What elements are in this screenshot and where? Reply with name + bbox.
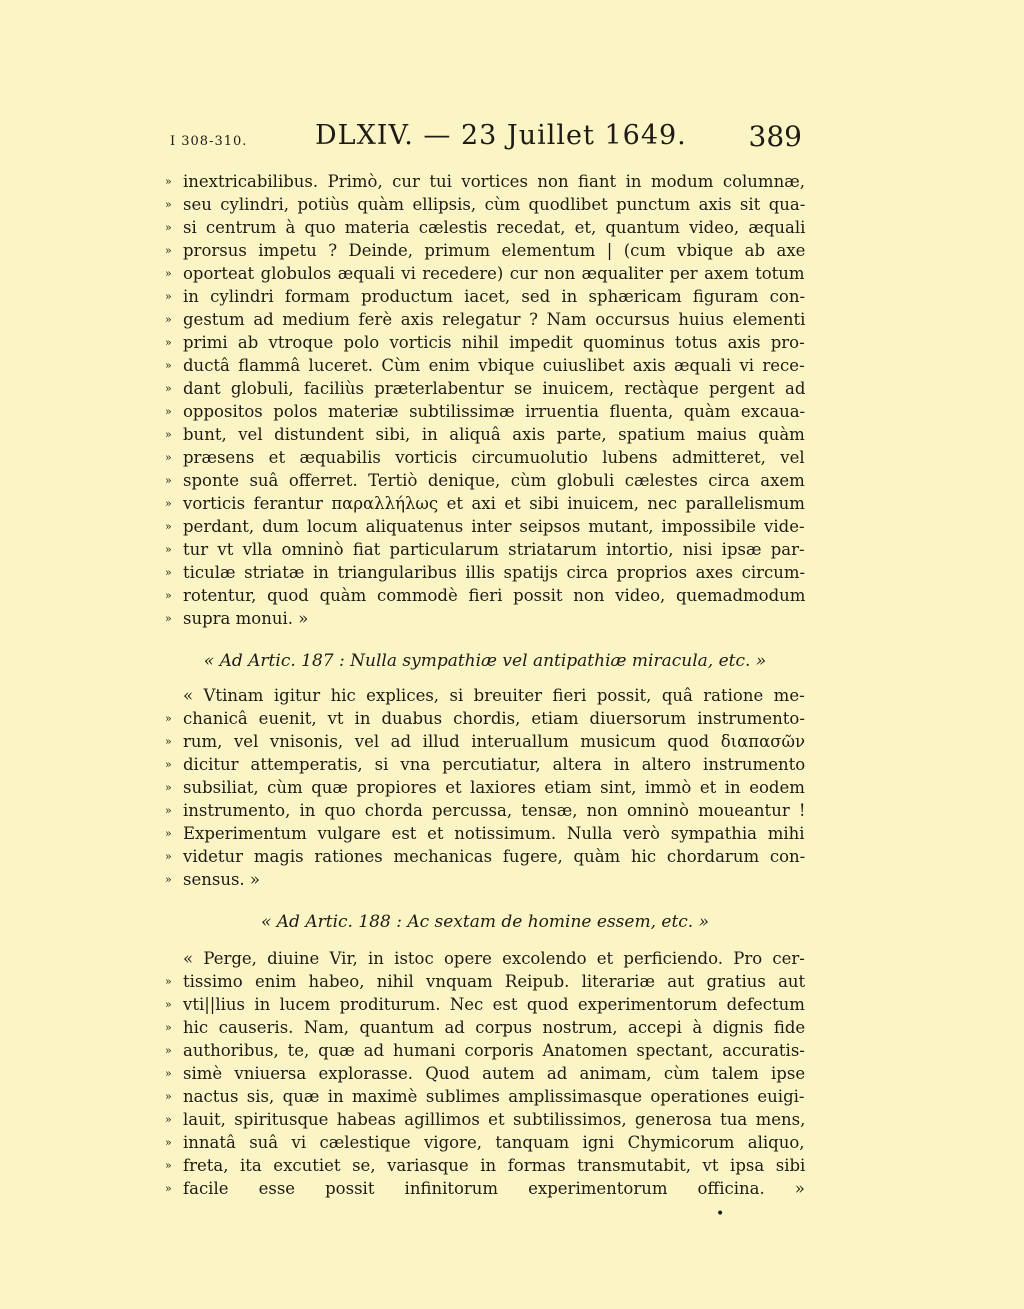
line-text: primi ab vtroque polo vorticis nihil impedit quominus totus axis pro- <box>183 333 805 352</box>
text-line <box>165 684 805 707</box>
line-text: « Perge, diuine Vir, in istoc opere excolendo et perficiendo. Pro cer- <box>183 949 805 968</box>
section-heading-artic-187: « Ad Artic. 187 : Nulla sympathiæ vel antipathiæ miracula, etc. » <box>203 651 767 671</box>
quote-mark: » <box>165 781 172 794</box>
line-text: rotentur, quod quàm commodè fieri possit non video, quemadmodum <box>183 586 805 605</box>
text-line <box>165 239 805 262</box>
quote-mark: » <box>165 873 172 886</box>
text-line <box>165 377 805 400</box>
text-line <box>165 1131 805 1154</box>
quote-mark: » <box>165 975 172 988</box>
text-line <box>165 1039 805 1062</box>
quote-mark: » <box>165 1090 172 1103</box>
line-text: hic causeris. Nam, quantum ad corpus nostrum, accepi à dignis fide <box>183 1018 805 1037</box>
quote-mark: » <box>165 1159 172 1172</box>
quote-mark: » <box>165 543 172 556</box>
line-text: dant globuli, faciliùs præterlabentur se inuicem, rectàque pergent ad <box>183 379 805 398</box>
quote-mark: » <box>165 804 172 817</box>
quote-mark: » <box>165 566 172 579</box>
text-line <box>165 1154 805 1177</box>
line-text: ticulæ striatæ in triangularibus illis spatijs circa proprios axes circum- <box>183 563 805 582</box>
line-text: tur vt vlla omninò fiat particularum striatarum intortio, nisi ipsæ par- <box>183 540 805 559</box>
line-text: bunt, vel distundent sibi, in aliquâ axis parte, spatium maius quàm <box>183 425 805 444</box>
line-text: inextricabilibus. Primò, cur tui vortices non fiant in modum columnæ, <box>183 172 805 191</box>
text-line <box>165 753 805 776</box>
text-line <box>165 515 805 538</box>
text-line <box>165 469 805 492</box>
quote-mark: » <box>165 313 172 326</box>
text-line <box>165 1016 805 1039</box>
quote-mark: » <box>165 1044 172 1057</box>
line-text: vorticis ferantur παραλλήλως et axi et sibi inuicem, nec parallelismum <box>183 494 805 513</box>
text-line <box>165 193 805 216</box>
quote-mark: » <box>165 244 172 257</box>
line-text: innatâ suâ vi cælestique vigore, tanquam igni Chymicorum aliquo, <box>183 1133 805 1152</box>
quote-mark: » <box>165 735 172 748</box>
quote-mark: » <box>165 1136 172 1149</box>
line-text: seu cylindri, potiùs quàm ellipsis, cùm quodlibet punctum axis sit qua- <box>183 195 805 214</box>
text-line <box>165 584 805 607</box>
text-line <box>165 285 805 308</box>
letter-title: DLXIV. — 23 Juillet 1649. <box>315 120 687 151</box>
line-text: lauit, spiritusque habeas agillimos et subtilissimos, generosa tua mens, <box>183 1110 805 1129</box>
quote-mark: » <box>165 998 172 1011</box>
ink-dot-mark: • <box>716 1206 725 1222</box>
quote-mark: » <box>165 827 172 840</box>
quote-mark: » <box>165 221 172 234</box>
text-block-1 <box>165 170 805 630</box>
line-text: oporteat globulos æquali vi recedere) cur non æqualiter per axem totum <box>183 264 805 283</box>
quote-mark: » <box>165 497 172 510</box>
text-line <box>165 446 805 469</box>
text-line <box>165 308 805 331</box>
page-number: 389 <box>748 120 802 153</box>
line-text: tissimo enim habeo, nihil vnquam Reipub. literariæ aut gratius aut <box>183 972 805 991</box>
section-heading-artic-188: « Ad Artic. 188 : Ac sextam de homine essem, etc. » <box>260 912 710 932</box>
text-line <box>165 845 805 868</box>
line-text: rum, vel vnisonis, vel ad illud interuallum musicum quod διαπασῶν <box>183 732 805 751</box>
text-line <box>165 1108 805 1131</box>
text-line <box>165 1177 805 1200</box>
quote-mark: » <box>165 1067 172 1080</box>
quote-mark: » <box>165 1182 172 1195</box>
text-line <box>165 607 805 630</box>
text-line <box>165 170 805 193</box>
line-text: prorsus impetu ? Deinde, primum elementum | (cum vbique ab axe <box>183 241 805 260</box>
text-line <box>165 822 805 845</box>
text-line <box>165 947 805 970</box>
line-text: vti||lius in lucem proditurum. Nec est quod experimentorum defectum <box>183 995 805 1014</box>
quote-mark: » <box>165 850 172 863</box>
quote-mark: » <box>165 405 172 418</box>
quote-mark: » <box>165 267 172 280</box>
text-line <box>165 400 805 423</box>
text-line <box>165 776 805 799</box>
line-text: gestum ad medium ferè axis relegatur ? Nam occursus huius elementi <box>183 310 805 329</box>
quote-mark: » <box>165 336 172 349</box>
quote-mark: » <box>165 198 172 211</box>
text-block-2 <box>165 684 805 891</box>
line-text: præsens et æquabilis vorticis circumuolutio lubens admitteret, vel <box>183 448 805 467</box>
line-text: supra monui. » <box>183 609 309 628</box>
quote-mark: » <box>165 290 172 303</box>
quote-mark: » <box>165 758 172 771</box>
text-line <box>165 707 805 730</box>
line-text: sensus. » <box>183 870 261 889</box>
text-line <box>165 1062 805 1085</box>
text-line <box>165 1085 805 1108</box>
text-line <box>165 993 805 1016</box>
quote-mark: » <box>165 474 172 487</box>
quote-mark: » <box>165 712 172 725</box>
text-line <box>165 538 805 561</box>
quote-mark: » <box>165 1113 172 1126</box>
line-text: sponte suâ offerret. Tertiò denique, cùm globuli cælestes circa axem <box>183 471 805 490</box>
quote-mark: » <box>165 428 172 441</box>
line-text: si centrum à quo materia cælestis recedat, et, quantum video, æquali <box>183 218 805 237</box>
line-text: chanicâ euenit, vt in duabus chordis, etiam diuersorum instrumento- <box>183 709 805 728</box>
text-line <box>165 423 805 446</box>
quote-mark: » <box>165 1021 172 1034</box>
text-line <box>165 216 805 239</box>
line-text: dicitur attemperatis, si vna percutiatur, altera in altero instrumento <box>183 755 805 774</box>
text-line <box>165 492 805 515</box>
line-text: subsiliat, cùm quæ propiores et laxiores etiam sint, immò et in eodem <box>183 778 805 797</box>
page-reference: I 308-310. <box>170 134 248 149</box>
quote-mark: » <box>165 612 172 625</box>
line-text: simè vniuersa explorasse. Quod autem ad animam, cùm talem ipse <box>183 1064 805 1083</box>
text-line <box>165 730 805 753</box>
quote-mark: » <box>165 451 172 464</box>
text-line <box>165 561 805 584</box>
text-line <box>165 331 805 354</box>
text-line <box>165 354 805 377</box>
line-text: facile esse possit infinitorum experimentorum officina. » <box>183 1179 805 1198</box>
text-line <box>165 970 805 993</box>
line-text: oppositos polos materiæ subtilissimæ irruentia fluenta, quàm excaua- <box>183 402 805 421</box>
line-text: ductâ flammâ luceret. Cùm enim vbique cuiuslibet axis æquali vi rece- <box>183 356 805 375</box>
quote-mark: » <box>165 359 172 372</box>
quote-mark: » <box>165 382 172 395</box>
quote-mark: » <box>165 175 172 188</box>
line-text: videtur magis rationes mechanicas fugere, quàm hic chordarum con- <box>183 847 805 866</box>
line-text: freta, ita excutiet se, variasque in formas transmutabit, vt ipsa sibi <box>183 1156 805 1175</box>
text-line <box>165 799 805 822</box>
text-line <box>165 868 805 891</box>
line-text: in cylindri formam productum iacet, sed in sphæricam figuram con- <box>183 287 805 306</box>
line-text: perdant, dum locum aliquatenus inter seipsos mutant, impossibile vide- <box>183 517 805 536</box>
quote-mark: » <box>165 589 172 602</box>
line-text: authoribus, te, quæ ad humani corporis Anatomen spectant, accuratis- <box>183 1041 805 1060</box>
quote-mark: » <box>165 520 172 533</box>
text-line <box>165 262 805 285</box>
line-text: instrumento, in quo chorda percussa, tensæ, non omninò moueantur ! <box>183 801 805 820</box>
line-text: « Vtinam igitur hic explices, si breuiter fieri possit, quâ ratione me- <box>183 686 805 705</box>
text-block-3 <box>165 947 805 1200</box>
line-text: Experimentum vulgare est et notissimum. Nulla verò sympathia mihi <box>183 824 805 843</box>
page-header <box>170 120 802 160</box>
line-text: nactus sis, quæ in maximè sublimes amplissimasque operationes euigi- <box>183 1087 805 1106</box>
